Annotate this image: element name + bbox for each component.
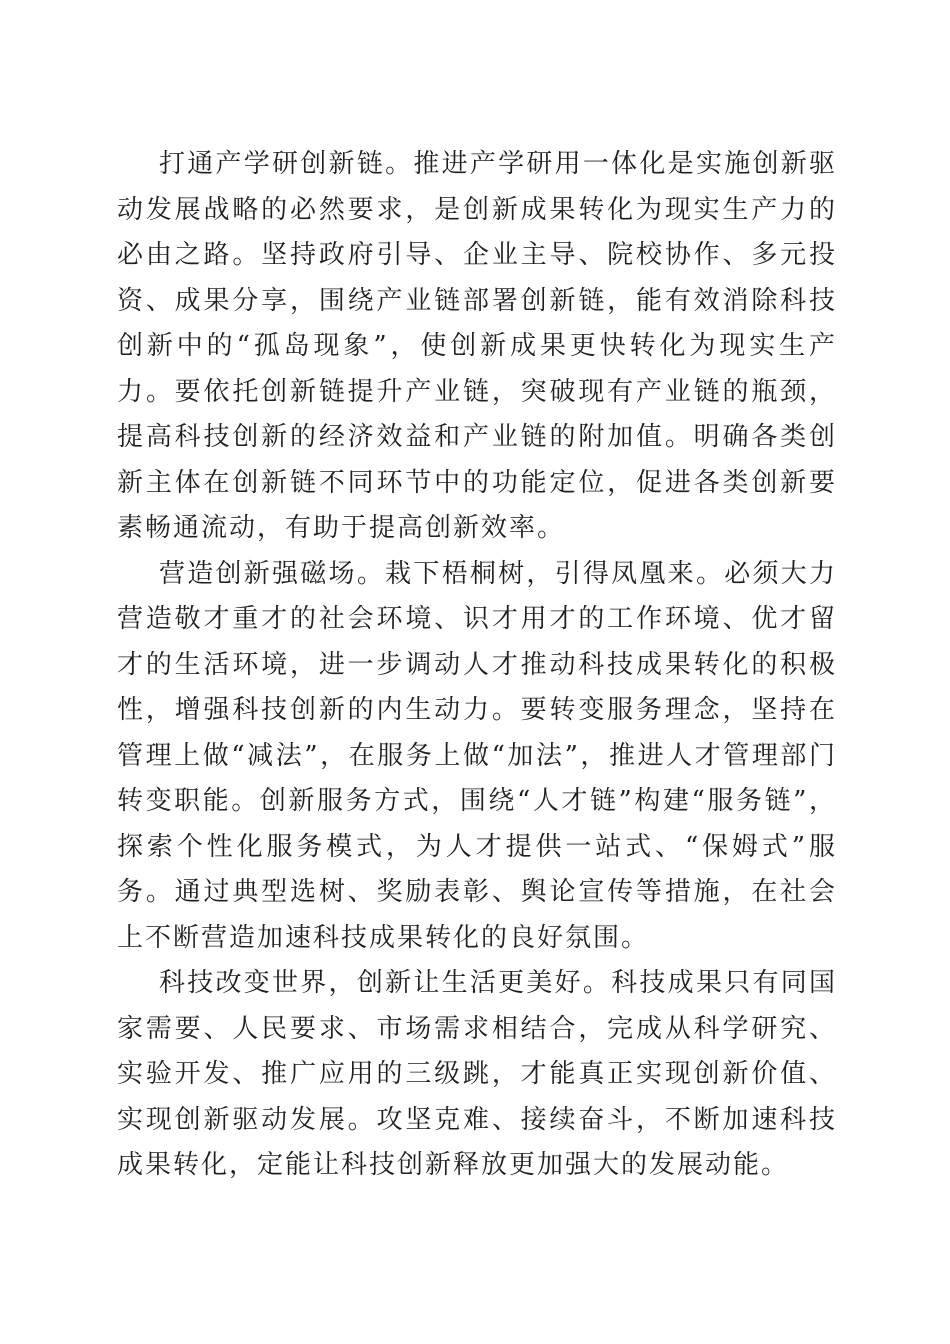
paragraph-innovation-chain: 打通产学研创新链。推进产学研用一体化是实施创新驱动发展战略的必然要求，是创新成果转化为现实生产力的必由之路。坚持政府引导、企业主导、院校协作、多元投资、成果分享，围绕产业链部署创新链，能有效消除科技创新中的“孤岛现象”，使创新成果更快转化为现实生产力。要依托创新链提升产业链，突破现有产业链的瓶颈，提高科技创新的经济效益和产业链的附加值。明确各类创新主体在创新链不同环节中的功能定位，促进各类创新要素畅通流动，有助于提高创新效率。 [117, 149, 837, 543]
paragraph-innovation-magnet: 营造创新强磁场。栽下梧桐树，引得凤凰来。必须大力营造敬才重才的社会环境、识才用才的工作环境、优才留才的生活环境，进一步调动人才推动科技成果转化的积极性，增强科技创新的内生动力。要转变服务理念，坚持在管理上做“减法”，在服务上做“加法”，推进人才管理部门转变职能。创新服务方式，围绕“人才链”构建“服务链”，探索个性化服务模式，为人才提供一站式、“保姆式”服务。通过典型选树、奖励表彰、舆论宣传等措施，在社会上不断营造加速科技成果转化的良好氛围。 [117, 558, 837, 953]
paragraph-conclusion: 科技改变世界，创新让生活更美好。科技成果只有同国家需要、人民要求、市场需求相结合，完成从科学研究、实验开发、推广应用的三级跳，才能真正实现创新价值、实现创新驱动发展。攻坚克难、接续奋斗，不断加速科技成果转化，定能让科技创新释放更加强大的发展动能。 [117, 968, 837, 1180]
document-body [117, 142, 837, 1189]
